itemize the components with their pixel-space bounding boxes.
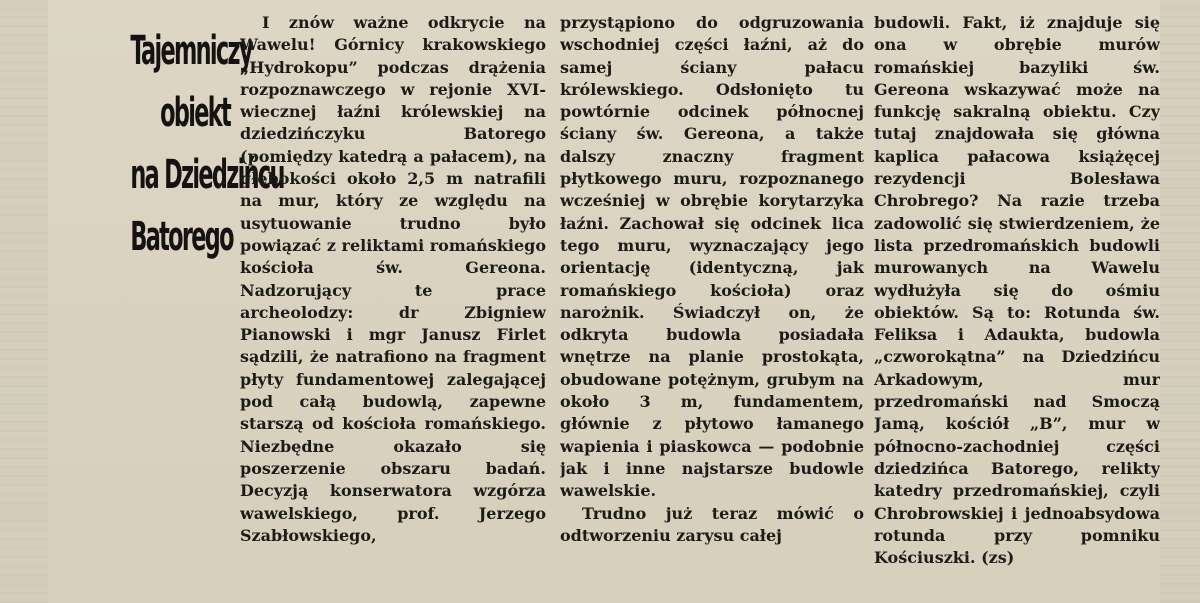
article-column-2 [560, 12, 864, 597]
column-2-paragraph-1: przystąpiono do odgruzowania wschodniej części łaźni, aż do samej ściany pałacu królewskiego. Odsłonięto tu powtórnie odcinek północnej ściany św. Gereona, a także dalszy znaczny fragment płytkowego muru, rozpoznanego wcześniej w obrębie korytarzyka łaźni. Zachował się odcinek lica tego muru, wyznaczający jego orientację (identyczną, jak romańskiego kościoła) oraz narożnik. Świadczył on, że odkryta budowla posiadała wnętrze na planie prostokąta, obudowane potężnym, grubym na około 3 m, fundamentem, głównie z płytowo łamanego wapienia i piaskowca — podobnie jak i inne najstarsze budowle wawelskie. [560, 13, 864, 501]
adjacent-column-left-fragment [0, 0, 48, 603]
column-3-paragraph-1: budowli. Fakt, iż znajduje się ona w obrębie murów romańskiej bazyliki św. Gereona wskazywać może na funkcję sakralną obiektu. Czy tutaj znajdowała się główna kaplica pałacowa książęcej rezydencji Bolesława Chrobrego? Na razie trzeba zadowolić się stwierdzeniem, że lista przedromańskich budowli murowanych na Wawelu wydłużyła się do ośmiu obiektów. Są to: Rotunda św. Feliksa i Adaukta, budowla „czworokątna” na Dziedzińcu Arkadowym, mur przedromański nad Smoczą Jamą, kościół „B”, mur w północno-zachodniej części dziedzińca Batorego, relikty katedry przedromańskiej, czyli Chrobrowskiej i jednoabsydowa rotunda przy pomniku Kościuszki. (zs) [874, 13, 1160, 568]
headline-line-4: Batorego [130, 214, 233, 260]
headline-line-2: obiekt [160, 90, 230, 136]
article-headline [52, 20, 284, 268]
article-column-1 [240, 12, 546, 597]
headline-line-1: Tajemniczy [130, 28, 252, 74]
article-column-3 [874, 12, 1160, 597]
headline-line-3: na Dziedzińcu [130, 152, 284, 198]
adjacent-column-right-fragment [1160, 0, 1200, 603]
column-2-paragraph-2: Trudno już teraz mówić o odtworzeniu zarysu całej [560, 503, 864, 545]
column-1-paragraph-1: I znów ważne odkrycie na Wawelu! Górnicy krakowskiego „Hydrokopu” podczas drążenia rozpoznawczego w rejonie XVI-wiecznej łaźni królewskiej na dziedzińczyku Batorego (pomiędzy katedrą a pałacem), na głębokości około 2,5 m natrafili na mur, który ze względu na usytuowanie trudno było powiązać z reliktami romańskiego kościoła św. Gereona. Nadzorujący te prace archeolodzy: dr Zbigniew Pianowski i mgr Janusz Firlet sądzili, że natrafiono na fragment płyty fundamentowej zalegającej pod całą budowlą, zapewne starszą od kościoła romańskiego. Niezbędne okazało się poszerzenie obszaru badań. Decyzją konserwatora wzgórza wawelskiego, prof. Jerzego Szabłowskiego, [240, 13, 546, 545]
